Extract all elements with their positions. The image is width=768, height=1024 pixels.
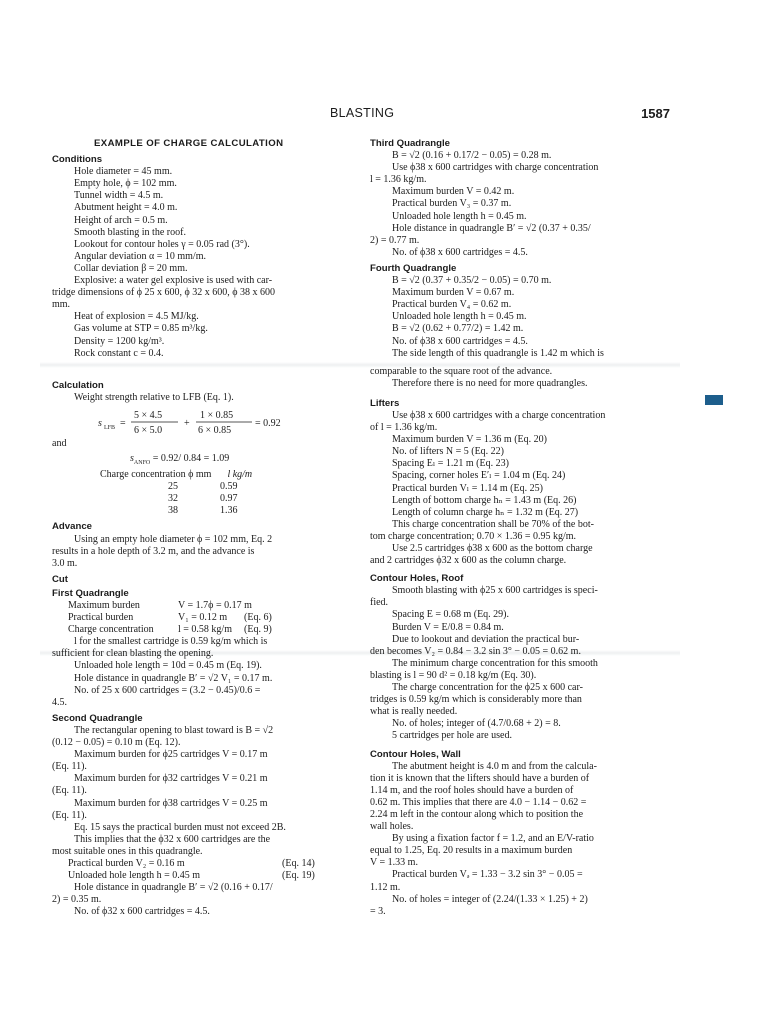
- first-quadrangle-table: [52, 600, 350, 636]
- second-quadrangle-text: most suitable ones in this quadrangle.: [52, 845, 203, 857]
- table-cell: Practical burden: [68, 612, 134, 624]
- condition-item: Smooth blasting in the roof.: [74, 226, 186, 238]
- lifters-text: Maximum burden V = 1.36 m (Eq. 20): [392, 434, 547, 446]
- contour-wall-text: The abutment height is 4.0 m and from the calcula-: [392, 760, 597, 772]
- lifters-text: tom charge concentration; 0.70 × 1.36 = 0.95 kg/m.: [370, 530, 577, 542]
- contour-wall-text: 2.24 m left in the contour along which to position the: [370, 808, 584, 820]
- third-quadrangle-heading: Third Quadrangle: [370, 138, 450, 149]
- lifters-text: Spacing, corner holes E′ₗ = 1.04 m (Eq. 24): [392, 470, 566, 482]
- contour-wall-text: 1.14 m, and the roof holes should have a burden of: [370, 784, 574, 796]
- contour-roof-text: Burden V = E/0.8 = 0.84 m.: [392, 621, 504, 633]
- contour-wall-text: 1.12 m.: [370, 881, 401, 893]
- page-header: [52, 106, 670, 124]
- table-cell: Charge concentration: [68, 624, 154, 636]
- first-quadrangle-text: l for the smallest cartridge is 0.59 kg/m which is: [74, 636, 268, 648]
- condition-item: Lookout for contour holes γ = 0.05 rad (3°).: [74, 238, 250, 250]
- lifters-text: Use 2.5 cartridges ϕ38 x 600 as the bottom charge: [392, 543, 593, 554]
- fourth-quadrangle-text: The side length of this quadrangle is 1.42 m which is: [392, 347, 604, 359]
- third-quadrangle-text: 2) = 0.77 m.: [370, 234, 420, 246]
- contour-roof-text: blasting is l = 90 d² = 0.18 kg/m (Eq. 30).: [370, 669, 537, 681]
- charge-table: [52, 481, 350, 517]
- first-quadrangle-text: sufficient for clean blasting the opening.: [52, 648, 214, 660]
- table-cell: (Eq. 14): [282, 857, 315, 869]
- contour-roof-text: Spacing E = 0.68 m (Eq. 29).: [392, 609, 510, 621]
- contour-roof-text: Smooth blasting with ϕ25 x 600 cartridges is speci-: [392, 585, 598, 597]
- table-row: [52, 870, 350, 882]
- table-cell: (Eq. 6): [244, 612, 272, 624]
- second-quadrangle-text: (Eq. 11).: [52, 785, 87, 797]
- calculation-text: Weight strength relative to LFB (Eq. 1).: [74, 391, 234, 403]
- table-cell: V = 1.7ϕ = 0.17 m: [178, 600, 252, 611]
- advance-text: results in a hole depth of 3.2 m, and the advance is: [52, 545, 255, 557]
- table-cell: 0.59: [220, 481, 238, 493]
- lfb-formula-svg: [98, 408, 338, 436]
- second-quadrangle-text: (Eq. 11).: [52, 809, 87, 821]
- second-quadrangle-heading: Second Quadrangle: [52, 712, 143, 724]
- svg-text:+: +: [184, 417, 190, 429]
- contour-wall-text: No. of holes = integer of (2.24/(1.33 × 1.25) + 2): [392, 893, 588, 905]
- table-cell: 32: [168, 493, 178, 505]
- first-quadrangle-text: Unloaded hole length = 10d = 0.45 m (Eq. 19).: [74, 660, 262, 672]
- table-row: [168, 481, 350, 493]
- svg-text:=: =: [120, 417, 126, 429]
- lfb-formula: [52, 408, 350, 434]
- example-title: EXAMPLE OF CHARGE CALCULATION: [94, 138, 284, 149]
- advance-heading: Advance: [52, 521, 92, 533]
- condition-item: Density = 1200 kg/m³.: [74, 335, 165, 347]
- and-text: and: [52, 437, 67, 449]
- right-column: [370, 138, 666, 918]
- condition-item: Collar deviation β = 20 mm.: [74, 262, 188, 274]
- contour-roof-text: No. of holes; integer of (4.7/0.68 + 2) = 8.: [392, 718, 561, 730]
- page-edge-marker: [705, 395, 723, 405]
- table-row: [52, 600, 350, 612]
- fourth-quadrangle-text: Maximum burden V = 0.67 m.: [392, 287, 515, 299]
- third-quadrangle-text: Maximum burden V = 0.42 m.: [392, 186, 515, 198]
- fourth-quadrangle-text: No. of ϕ38 x 600 cartridges = 4.5.: [392, 335, 528, 347]
- condition-item: Empty hole, ϕ = 102 mm.: [74, 178, 177, 190]
- running-head: BLASTING: [330, 106, 395, 120]
- fourth-quadrangle-text: B = √2 (0.62 + 0.77/2) = 1.42 m.: [392, 323, 524, 335]
- fourth-quadrangle-text: comparable to the square root of the advance.: [370, 365, 553, 377]
- table-cell: 38: [168, 505, 178, 517]
- advance-text: Using an empty hole diameter ϕ = 102 mm, Eq. 2: [74, 533, 273, 545]
- charge-col-header: Charge concentration ϕ mm: [100, 469, 212, 481]
- second-quadrangle-text: No. of ϕ32 x 600 cartridges = 4.5.: [74, 906, 210, 918]
- table-cell: l = 0.58 kg/m: [178, 624, 232, 636]
- lifters-text: Spacing Eₗ = 1.21 m (Eq. 23): [392, 458, 509, 470]
- contour-wall-text: equal to 1.25, Eq. 20 results in a maximum burden: [370, 845, 573, 857]
- conditions-heading: Conditions: [52, 154, 103, 166]
- formula-lhs: s: [98, 417, 102, 429]
- table-cell: 1.36: [220, 505, 238, 517]
- contour-roof-heading: Contour Holes, Roof: [370, 573, 464, 585]
- condition-item: Tunnel width = 4.5 m.: [74, 190, 164, 202]
- condition-wrap: tridge dimensions of ϕ 25 x 600, ϕ 32 x 600, ϕ 38 x 600: [52, 287, 276, 299]
- lifters-text: and 2 cartridges ϕ32 x 600 as the column charge.: [370, 555, 567, 567]
- contour-wall-text: tion it is known that the lifters should have a burden of: [370, 772, 590, 784]
- contour-roof-text: 5 cartridges per hole are used.: [392, 730, 512, 742]
- second-quadrangle-text: Hole distance in quadrangle B′ = √2 (0.16 + 0.17/: [74, 882, 273, 894]
- second-quadrangle-text: 2) = 0.35 m.: [52, 894, 102, 906]
- contour-roof-text: tridges is 0.59 kg/m which is considerably more than: [370, 694, 582, 706]
- cut-heading: Cut: [52, 573, 68, 585]
- contour-wall-text: By using a fixation factor f = 1.2, and an E/V-ratio: [392, 833, 594, 845]
- condition-item: Hole diameter = 45 mm.: [74, 166, 173, 178]
- lifters-text: Length of bottom charge hₙ = 1.43 m (Eq. 26): [392, 494, 577, 506]
- contour-roof-text: den becomes V₂ = 0.84 − 3.2 sin 3° − 0.05 = 0.62 m.: [370, 645, 581, 657]
- contour-roof-text: The charge concentration for the ϕ25 x 600 car-: [392, 682, 583, 694]
- condition-item: Gas volume at STP = 0.85 m³/kg.: [74, 323, 208, 335]
- condition-item: Angular deviation α = 10 mm/m.: [74, 250, 206, 262]
- formula-lhs-sub: LFB: [104, 424, 116, 431]
- condition-item: Height of arch = 0.5 m.: [74, 214, 168, 226]
- table-cell: Maximum burden: [68, 600, 140, 611]
- second-quadrangle-text: Eq. 15 says the practical burden must not exceed 2B.: [74, 821, 286, 833]
- condition-item: Rock constant c = 0.4.: [74, 347, 164, 359]
- contour-roof-text: The minimum charge concentration for this smooth: [392, 657, 598, 669]
- formula-f1-num: 5 × 4.5: [134, 409, 163, 421]
- table-row: [168, 505, 350, 517]
- third-quadrangle-text: Hole distance in quadrangle B′ = √2 (0.37 + 0.35/: [392, 222, 591, 234]
- page-number: 1587: [641, 106, 670, 121]
- conditions-list: [52, 166, 350, 360]
- table-cell: 0.97: [220, 493, 238, 505]
- second-quadrangle-text: Maximum burden for ϕ32 cartridges V = 0.21 m: [74, 773, 268, 785]
- third-quadrangle-text: Use ϕ38 x 600 cartridges with charge concentration: [392, 162, 599, 174]
- third-quadrangle-text: Practical burden V₃ = 0.37 m.: [392, 198, 512, 210]
- first-quadrangle-text: 4.5.: [52, 696, 67, 708]
- lifters-text: Practical burden Vₗ = 1.14 m (Eq. 25): [392, 482, 543, 494]
- contour-wall-text: = 3.: [370, 905, 386, 917]
- condition-item: Abutment height = 4.0 m.: [74, 202, 178, 214]
- second-quadrangle-text: (Eq. 11).: [52, 761, 87, 773]
- condition-wrap: mm.: [52, 299, 71, 311]
- table-row: [52, 612, 350, 624]
- table-row: [168, 493, 350, 505]
- condition-item: Explosive: a water gel explosive is used with car-: [74, 275, 273, 287]
- table-row: [52, 858, 350, 870]
- contour-roof-text: what is really needed.: [370, 706, 458, 718]
- sanfo-value: = 0.92/ 0.84 = 1.09: [152, 452, 230, 464]
- contour-roof-text: Due to lookout and deviation the practical bur-: [392, 633, 580, 645]
- contour-wall-text: Practical burden Vₔ = 1.33 − 3.2 sin 3° − 0.05 =: [392, 869, 583, 881]
- third-quadrangle-text: B = √2 (0.16 + 0.17/2 − 0.05) = 0.28 m.: [392, 150, 552, 162]
- third-quadrangle-text: Unloaded hole length h = 0.45 m.: [392, 210, 527, 222]
- table-cell: (Eq. 9): [244, 624, 272, 636]
- first-quadrangle-text: No. of 25 x 600 cartridges = (3.2 − 0.45)/0.6 =: [74, 684, 261, 696]
- lifters-heading: Lifters: [370, 397, 400, 409]
- fourth-quadrangle-text: Unloaded hole length h = 0.45 m.: [392, 311, 527, 323]
- contour-roof-text: fied.: [370, 597, 389, 609]
- table-cell: (Eq. 19): [282, 870, 315, 882]
- sanfo-symbol: s: [130, 452, 134, 464]
- sanfo-line: [52, 453, 350, 469]
- contour-wall-heading: Contour Holes, Wall: [370, 748, 461, 760]
- contour-wall-text: wall holes.: [370, 821, 414, 833]
- second-quadrangle-text: Maximum burden for ϕ38 cartridges V = 0.25 m: [74, 797, 268, 809]
- table-cell: 25: [168, 481, 178, 493]
- advance-text: 3.0 m.: [52, 557, 78, 569]
- left-column: [52, 138, 350, 918]
- calculation-heading: Calculation: [52, 379, 104, 391]
- second-quadrangle-text: Maximum burden for ϕ25 cartridges V = 0.17 m: [74, 749, 268, 761]
- first-quadrangle-text: Hole distance in quadrangle B′ = √2 V₁ = 0.17 m.: [74, 672, 273, 684]
- fourth-quadrangle-text: Practical burden V₄ = 0.62 m.: [392, 299, 512, 311]
- third-quadrangle-text: l = 1.36 kg/m.: [370, 174, 427, 186]
- formula-result: = 0.92: [255, 417, 281, 429]
- lifters-text: Length of column charge hₙ = 1.32 m (Eq. 27): [392, 506, 579, 518]
- contour-wall-text: V = 1.33 m.: [370, 857, 418, 869]
- second-quadrangle-text: This implies that the ϕ32 x 600 cartridges are the: [74, 833, 271, 845]
- lifters-text: No. of lifters N = 5 (Eq. 22): [392, 446, 505, 458]
- charge-table-header: [52, 469, 350, 481]
- contour-wall-text: 0.62 m. This implies that there are 4.0 − 1.14 − 0.62 =: [370, 796, 587, 808]
- second-quadrangle-text: (0.12 − 0.05) = 0.10 m (Eq. 12).: [52, 737, 181, 749]
- fourth-quadrangle-text: B = √2 (0.37 + 0.35/2 − 0.05) = 0.70 m.: [392, 275, 552, 287]
- first-quadrangle-heading: First Quadrangle: [52, 587, 129, 599]
- fourth-quadrangle-heading: Fourth Quadrangle: [370, 262, 457, 274]
- table-row: [52, 624, 350, 636]
- lifters-text: This charge concentration shall be 70% of the bot-: [392, 518, 594, 530]
- lifters-text: Use ϕ38 x 600 cartridges with a charge concentration: [392, 409, 606, 421]
- formula-f1-den: 6 × 5.0: [134, 424, 163, 436]
- condition-item: Heat of explosion = 4.5 MJ/kg.: [74, 311, 199, 323]
- formula-f2-den: 6 × 0.85: [198, 424, 232, 436]
- table-cell: V₁ = 0.12 m: [178, 612, 228, 624]
- fourth-quadrangle-text: Therefore there is no need for more quadrangles.: [392, 377, 588, 389]
- charge-col-header: l kg/m: [227, 469, 253, 481]
- table-cell: Unloaded hole length h = 0.45 m: [68, 870, 201, 882]
- third-quadrangle-text: No. of ϕ38 x 600 cartridges = 4.5.: [392, 246, 528, 258]
- lifters-text: of l = 1.36 kg/m.: [370, 422, 438, 434]
- formula-f2-num: 1 × 0.85: [200, 409, 234, 421]
- sanfo-sub: ANFO: [133, 459, 151, 466]
- table-cell: Practical burden V₂ = 0.16 m: [68, 857, 185, 869]
- second-quadrangle-text: The rectangular opening to blast toward is B = √2: [74, 724, 274, 736]
